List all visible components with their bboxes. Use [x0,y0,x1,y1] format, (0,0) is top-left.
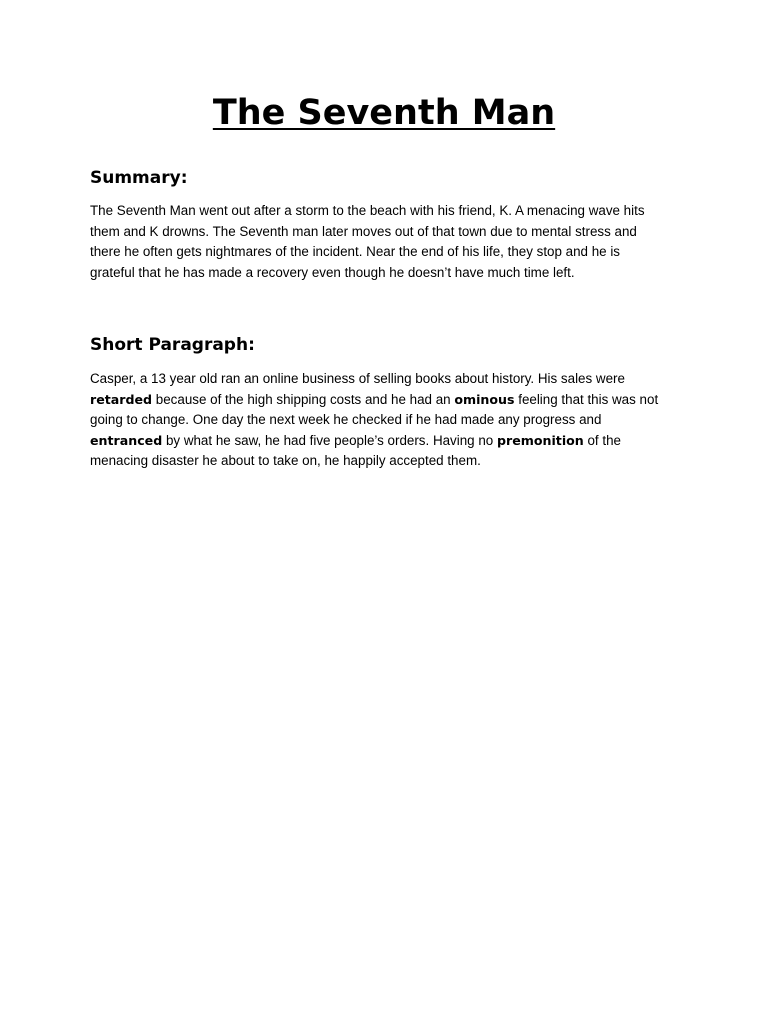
paragraph-line: going to change. One day the next week he checked if he had made any progress and [90,412,602,428]
paragraph-line: Casper, a 13 year old ran an online business of selling books about history. His sales were [90,371,625,386]
paragraph-text-run: because of the high shipping costs and he had an [152,391,455,407]
paragraph-line: menacing disaster he about to take on, he happily accepted them. [90,453,481,469]
vocab-word-retarded: retarded [90,391,153,407]
vocab-word-entranced: entranced [90,432,163,448]
summary-line: there he often gets nightmares of the incident. Near the end of his life, they stop and he is [90,244,621,260]
document-title: The Seventh Man [212,93,556,133]
summary-line: The Seventh Man went out after a storm to the beach with his friend, K. A menacing wave hits [90,203,645,218]
summary-paragraph [90,201,680,283]
paragraph-line [90,431,680,452]
summary-line: grateful that he has made a recovery even though he doesn’t have much time left. [90,264,575,280]
vocab-word-premonition: premonition [496,432,584,448]
paragraph-text-run: by what he saw, he had five people’s orders. Having no [162,432,497,448]
short-paragraph-text [90,369,680,472]
vocab-word-ominous: ominous [454,391,515,407]
short-paragraph-heading: Short Paragraph: [90,335,255,355]
paragraph-text-run: of the [583,432,621,448]
paragraph-line [90,390,680,411]
summary-heading: Summary: [90,168,188,188]
paragraph-text-run: feeling that this was not [514,391,659,407]
summary-line: them and K drowns. The Seventh man later moves out of that town due to mental stress and [90,223,637,239]
